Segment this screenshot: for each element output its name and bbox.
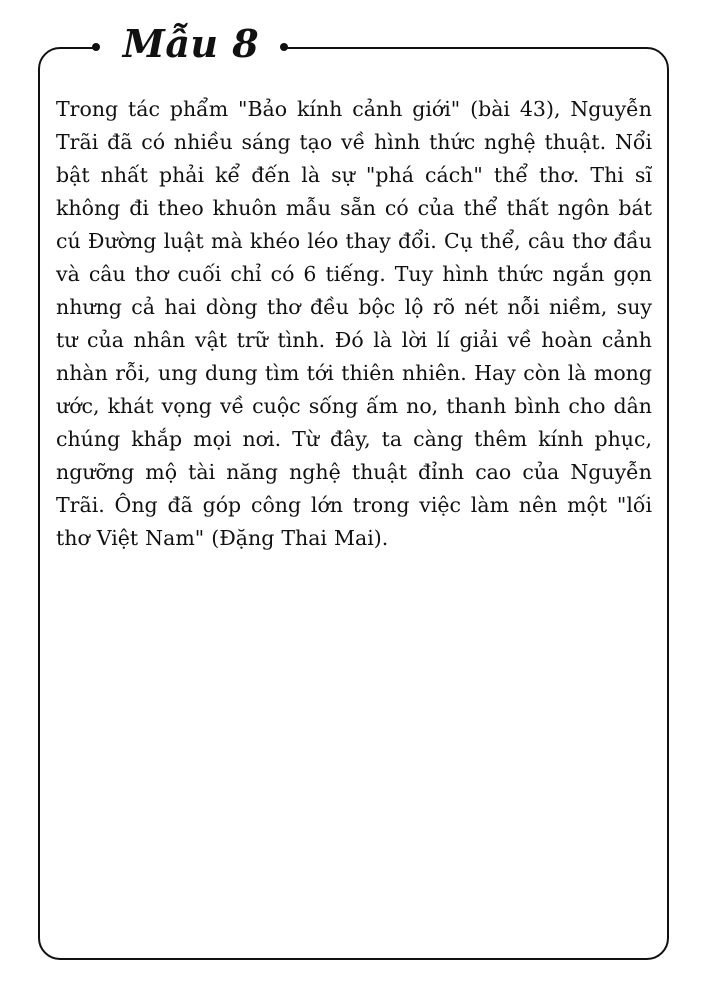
page-title: Mẫu 8 (122, 21, 260, 66)
title-right-dot (280, 43, 288, 51)
title-left-dot (92, 43, 100, 51)
body-paragraph: Trong tác phẩm "Bảo kính cảnh giới" (bài 43), Nguyễn Trãi đã có nhiều sáng tạo về hình thức nghệ thuật. Nổi bật nhất phải kể đến là sự "phá cách" thể thơ. Thi sĩ không đi theo khuôn mẫu sẵn có của thể thất ngôn bát cú Đường luật mà khéo léo thay đổi. Cụ thể, câu thơ đầu và câu thơ cuối chỉ có 6 tiếng. Tuy hình thức ngắn gọn nhưng cả hai dòng thơ đều bộc lộ rõ nét nỗi niềm, suy tư của nhân vật trữ tình. Đó là lời lí giải về hoàn cảnh nhàn rỗi, ung dung tìm tới thiên nhiên. Hay còn là mong ước, khát vọng về cuộc sống ấm no, thanh bình cho dân chúng khắp mọi nơi. Từ đây, ta càng thêm kính phục, ngưỡng mộ tài năng nghệ thuật đỉnh cao của Nguyễn Trãi. Ông đã góp công lớn trong việc làm nên một "lối thơ Việt Nam" (Đặng Thai Mai). (56, 97, 652, 550)
title-badge (96, 18, 286, 70)
